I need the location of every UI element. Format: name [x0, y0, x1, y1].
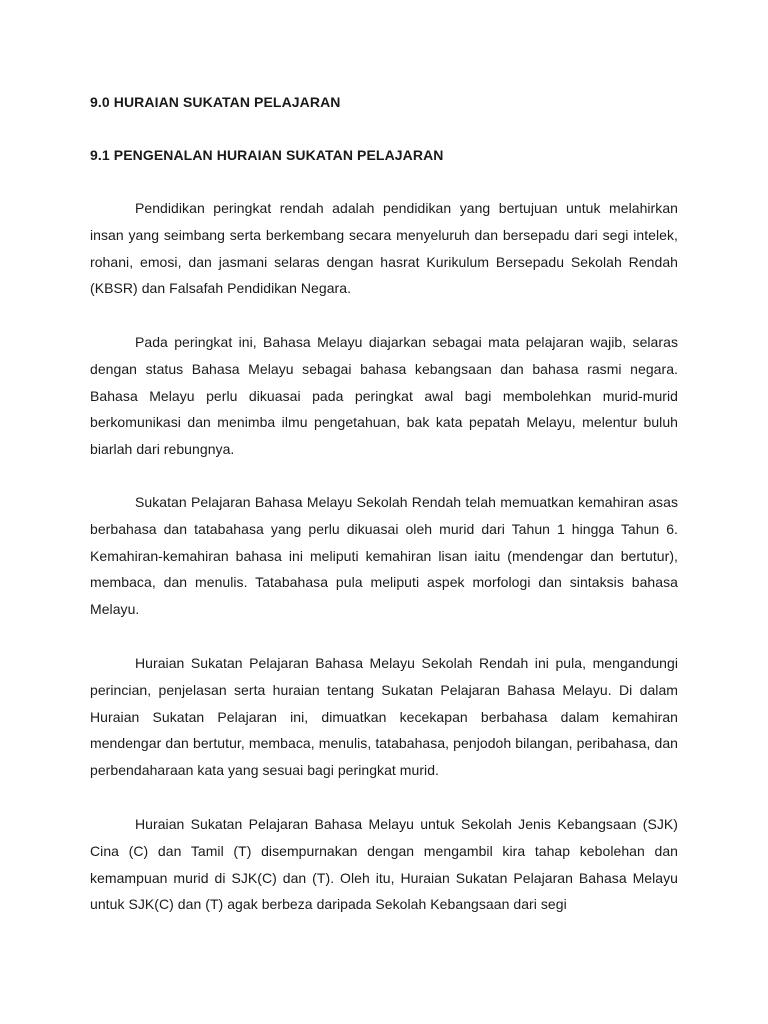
- section-heading-main: 9.0 HURAIAN SUKATAN PELAJARAN: [90, 94, 341, 110]
- section-heading-sub: 9.1 PENGENALAN HURAIAN SUKATAN PELAJARAN: [90, 147, 444, 163]
- paragraph: Pada peringkat ini, Bahasa Melayu diajarkan sebagai mata pelajaran wajib, selaras dengan status Bahasa Melayu sebagai bahasa kebangsaan dan bahasa rasmi negara. Bahasa Melayu perlu dikuasai pada peringkat awal bagi membolehkan murid-murid berkomunikasi dan menimba ilmu pengetahuan, bak kata pepatah Melayu, melentur buluh biarlah dari rebungnya.: [90, 334, 678, 458]
- paragraph: Pendidikan peringkat rendah adalah pendidikan yang bertujuan untuk melahirkan insan yang seimbang serta berkembang secara menyeluruh dan bersepadu dari segi intelek, rohani, emosi, dan jasmani selaras dengan hasrat Kurikulum Bersepadu Sekolah Rendah (KBSR) dan Falsafah Pendidikan Negara.: [90, 200, 678, 297]
- paragraph: Huraian Sukatan Pelajaran Bahasa Melayu untuk Sekolah Jenis Kebangsaan (SJK) Cina (C) dan Tamil (T) disempurnakan dengan mengambil kira tahap kebolehan dan kemampuan murid di SJK(C) dan (T). Oleh itu, Huraian Sukatan Pelajaran Bahasa Melayu untuk SJK(C) dan (T) agak berbeza daripada Sekolah Kebangsaan dari segi: [90, 816, 678, 913]
- paragraph: Sukatan Pelajaran Bahasa Melayu Sekolah Rendah telah memuatkan kemahiran asas berbahasa dan tatabahasa yang perlu dikuasai oleh murid dari Tahun 1 hingga Tahun 6. Kemahiran-kemahiran bahasa ini meliputi kemahiran lisan iaitu (mendengar dan bertutur), membaca, dan menulis. Tatabahasa pula meliputi aspek morfologi dan sintaksis bahasa Melayu.: [90, 494, 678, 618]
- paragraph: Huraian Sukatan Pelajaran Bahasa Melayu Sekolah Rendah ini pula, mengandungi perincian, penjelasan serta huraian tentang Sukatan Pelajaran Bahasa Melayu. Di dalam Huraian Sukatan Pelajaran ini, dimuatkan kecekapan berbahasa dalam kemahiran mendengar dan bertutur, membaca, menulis, tatabahasa, penjodoh bilangan, peribahasa, dan perbendaharaan kata yang sesuai bagi peringkat murid.: [90, 655, 678, 779]
